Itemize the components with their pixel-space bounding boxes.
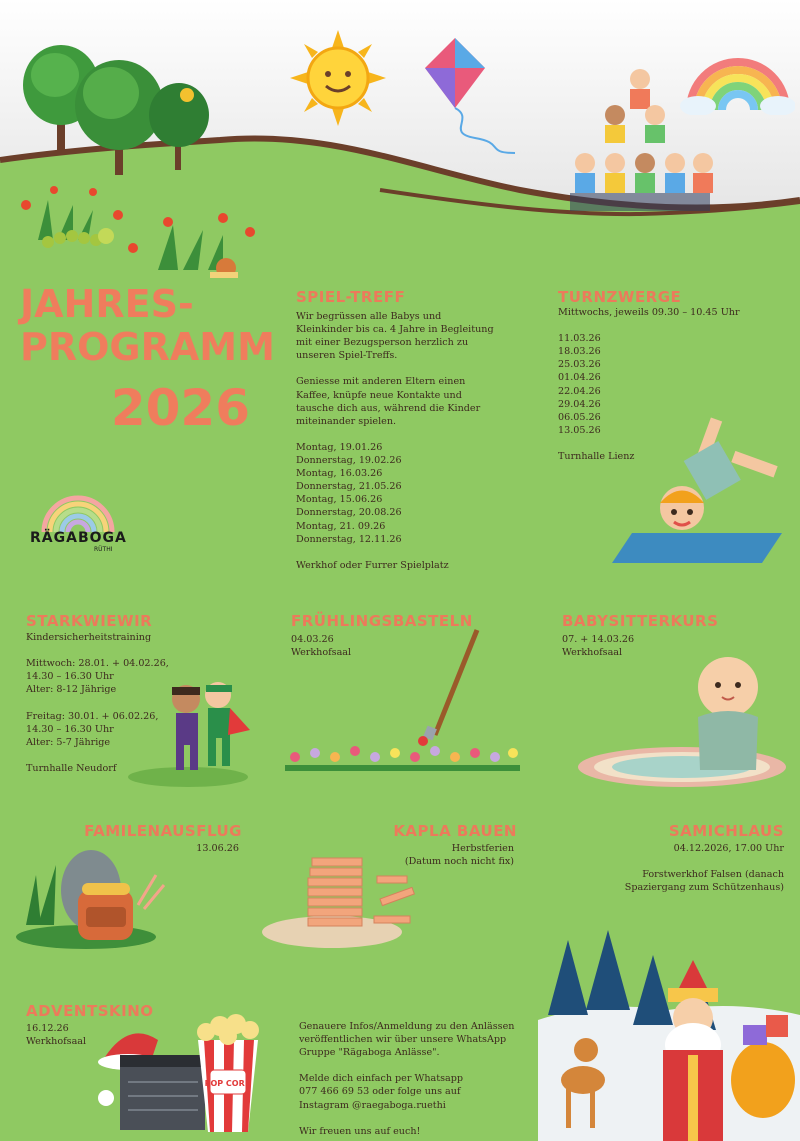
backpack-outdoor-illustration (16, 845, 166, 950)
title-year: 2026 (110, 379, 250, 437)
wooden-blocks-illustration (262, 848, 422, 950)
title-line2: PROGRAMM (20, 325, 275, 369)
popcorn-clapperboard-illustration (98, 1010, 273, 1135)
superhero-kids-illustration (128, 675, 253, 790)
trees-illustration (15, 35, 215, 185)
samichlaus-text: 04.12.2026, 17.00 Uhr Forstwerkhof Falsen (danach Spaziergang zum Schützenhaus) (624, 843, 784, 894)
turnzwerge-text: Mittwochs, jeweils 09.30 – 10.45 Uhr 11.03.26 18.03.26 25.03.26 01.04.26 22.04.26 29.04.26 06.05.26 13.05.26 Turnhalle Lienz (558, 307, 740, 463)
baby-on-rug-illustration (576, 655, 791, 790)
title-line1: JAHRES- (20, 282, 194, 326)
logo-sub: RÜTHI (94, 546, 113, 553)
spiel-treff-heading: SPIEL-TREFF (296, 288, 406, 306)
raegaboga-logo-rainbow-icon (38, 488, 118, 534)
familienausflug-heading: FAMILENAUSFLUG (84, 822, 242, 840)
paintbrush-flowers-illustration (285, 625, 525, 787)
adventskino-text: 16.12.26 Werkhofsaal (26, 1023, 87, 1048)
babysitterkurs-heading: BABYSITTERKURS (562, 612, 719, 630)
samichlaus-heading: SAMICHLAUS (668, 822, 784, 840)
fruehlingsbasteln-text: 04.03.26 Werkhofsaal (291, 634, 352, 659)
kids-pyramid-illustration (555, 65, 720, 225)
starkwiewir-text: Kindersicherheitstraining Mittwoch: 28.01. + 04.02.26, 14.30 – 16.30 Uhr Alter: 8-12 Jährige Freitag: 30.01. + 06.02.26, 14.30 – 16.30 Uhr Alter: 5-7 Jährige Turnhalle Neudorf (26, 632, 169, 774)
kite-icon (425, 38, 525, 158)
meadow-flowers-illustration (18, 180, 268, 280)
kapla-heading: KAPLA BAUEN (393, 822, 517, 840)
sun-icon (290, 30, 386, 126)
samichlaus-winter-illustration (538, 930, 800, 1141)
familienausflug-text: 13.06.26 (196, 843, 239, 854)
adventskino-heading: ADVENTSKINO (26, 1002, 154, 1020)
kapla-text: Herbstferien (Datum noch nicht fix) (404, 843, 514, 868)
babysitterkurs-text: 07. + 14.03.26 Werkhofsaal (562, 634, 635, 659)
info-text: Genauere Infos/Anmeldung zu den Anlässen veröffentlichen wir über unsere WhatsApp Gruppe "Rägaboga Anlässe". Melde dich einfach per Whatsapp 077 466 69 53 oder folge uns auf Instagram @raegaboga.ruethi Wir freuen uns auf euch! (299, 1021, 515, 1137)
logo-name: RÄGABOGA (30, 530, 127, 546)
fruehlingsbasteln-heading: FRÜHLINGSBASTELN (291, 612, 473, 630)
starkwiewir-heading: STARKWIEWIR (26, 612, 153, 630)
popcorn-label: POP CORN (204, 1079, 252, 1088)
spiel-treff-text: Wir begrüssen alle Babys und Kleinkinder bis ca. 4 Jahre in Begleitung mit einer Bezugsperson herzlich zu unseren Spiel-Treffs. Geniesse mit anderen Eltern einen Kaffee, knüpfe neue Kontakte und tausche dich aus, während die Kinder miteinander spielen. Montag, 19.01.26 Donnerstag, 19.02.26 Montag, 16.03.26 Donnerstag, 21.05.26 Montag, 15.06.26 Donnerstag, 20.08.26 Montag, 21. 09.26 Donnerstag, 12.11.26 Werkhof oder Furrer Spielplatz (296, 311, 494, 571)
turnzwerge-heading: TURNZWERGE (558, 288, 682, 306)
gymnast-kid-illustration (612, 408, 787, 570)
